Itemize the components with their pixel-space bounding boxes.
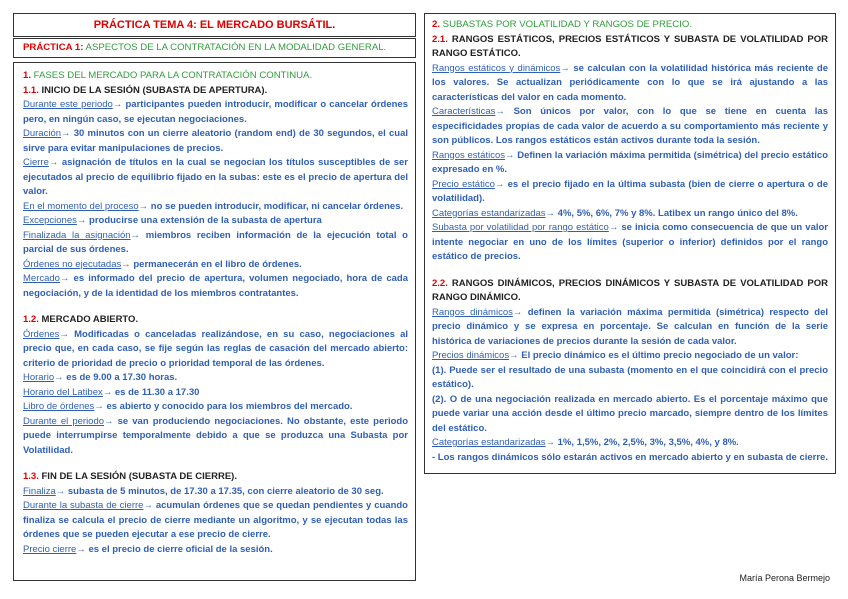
definition-item xyxy=(432,105,828,149)
arrow-icon: → xyxy=(61,128,71,139)
definition-text: se van produciendo negociaciones. No obstante, este periodo puede interrumpirse temporalmente debido a que se produzca una Subasta por Volatilidad. xyxy=(23,415,408,456)
right-column xyxy=(424,13,836,474)
definition-text: asignación de títulos en la cual se negocian los títulos susceptibles de ser ejecutados al precio de equilibrio fijado en la subas: este es el precio de apertura del valor. xyxy=(23,157,408,197)
definition-text: miembros reciben información de la ejecución total o parcial de sus órdenes. xyxy=(23,229,408,255)
definition-item xyxy=(23,156,408,200)
section-1-2-list xyxy=(23,328,408,459)
definition-text: es de 9.00 a 17.30 horas. xyxy=(63,372,178,383)
arrow-icon: → xyxy=(138,200,149,212)
definition-term: Órdenes xyxy=(23,328,60,340)
definition-item xyxy=(23,499,408,543)
definition-item xyxy=(23,229,408,258)
arrow-icon: → xyxy=(94,401,104,412)
definition-text: acumulan órdenes que se quedan pendientes y cuando finaliza se calcula el precio de cierre mediante un algoritmo, y se ejecutan todas las órdenes que se pueden ejecutar a ese precio de cierre. xyxy=(23,500,408,540)
definition-text: es el precio fijado en la última subasta (bien de cierre o apertura o de volatilidad). xyxy=(432,178,828,204)
definition-item xyxy=(23,400,408,415)
arrow-icon: → xyxy=(494,178,505,190)
arrow-icon: → xyxy=(545,437,556,448)
definition-text: subasta de 5 minutos, de 17.30 a 17.35, con cierre aleatorio de 30 seg. xyxy=(65,485,384,497)
definition-term: Órdenes no ejecutadas xyxy=(23,258,122,270)
definition-text: participantes pueden introducir, modificar o cancelar órdenes pero, en ningún caso, se ejecutan negociaciones. xyxy=(23,99,408,125)
definition-item xyxy=(23,98,408,127)
definition-text: es informado del precio de apertura, volumen negociado, hora de cada negociación, y de la identidad de los miembros contratantes. xyxy=(23,273,408,299)
definition-text: Definen la variación máxima permitida (simétrica) del precio estático expresado en %. xyxy=(432,149,828,175)
definition-text: producirse una extensión de la subasta de apertura xyxy=(86,215,322,226)
definition-text: se calculan con la volatilidad histórica más reciente de los valores. Se actualizan periódicamente con lo que se irá ajustando a las características del valor en cada momento. xyxy=(432,62,828,103)
section-1-3-list xyxy=(23,485,408,558)
definition-term: Rangos estáticos xyxy=(432,149,505,161)
definition-text: Modificadas o canceladas realizándose, en su caso, negociaciones al precio que, en cada caso, se fije según las reglas de casación del mercado abierto: criterio de prioridad de precio o prioridad temporal de las órdenes. xyxy=(23,328,408,369)
definition-term: Cierre xyxy=(23,157,49,168)
arrow-icon: → xyxy=(130,229,141,241)
arrow-icon: → xyxy=(76,215,87,226)
definition-term: Libro de órdenes xyxy=(23,401,95,412)
section-2-2-list xyxy=(432,306,828,364)
definition-term: Precio cierre xyxy=(23,543,77,555)
arrow-icon: → xyxy=(143,500,153,511)
left-column xyxy=(13,62,416,581)
definition-item xyxy=(432,62,828,106)
arrow-icon: → xyxy=(55,485,66,497)
section-2-1-heading: 2.1. RANGOS ESTÁTICOS, PRECIOS ESTÁTICOS Y SUBASTA DE VOLATILIDAD POR RANGO ESTÁTICO. xyxy=(432,33,828,59)
section-2-heading: 2. SUBASTAS POR VOLATILIDAD Y RANGOS DE PRECIO. xyxy=(432,19,693,30)
definition-text: se inicia como consecuencia de que un valor intente negociar en uno de los límites (superior o inferior) definidos por el rango estático de precios. xyxy=(432,222,828,262)
arrow-icon: → xyxy=(121,258,131,270)
arrow-icon: → xyxy=(509,350,519,361)
definition-text: no se pueden introducir, modificar, ni cancelar órdenes. xyxy=(148,200,404,212)
definition-item xyxy=(23,200,408,215)
section-1-1-list xyxy=(23,98,408,301)
definition-text: permanecerán en el libro de órdenes. xyxy=(130,258,302,270)
section-2-2-heading: 2.2. RANGOS DINÁMICOS, PRECIOS DINÁMICOS Y SUBASTA DE VOLATILIDAD POR RANGO DINÁMICO. xyxy=(432,277,828,303)
definition-item xyxy=(23,214,408,229)
definition-term: Durante la subasta de cierre xyxy=(23,500,144,511)
definition-term: Finaliza xyxy=(23,485,56,497)
definition-item xyxy=(23,328,408,372)
definition-item xyxy=(23,258,408,273)
arrow-icon: → xyxy=(495,106,505,117)
arrow-icon: → xyxy=(560,62,570,74)
definition-item xyxy=(432,207,828,222)
section-1-1-heading: 1.1. INICIO DE LA SESIÓN (SUBASTA DE APERTURA). xyxy=(23,84,268,96)
definition-term: Características xyxy=(432,106,496,117)
definition-term: En el momento del proceso xyxy=(23,200,139,212)
definition-term: Categorías estandarizadas xyxy=(432,207,546,219)
precio-dinamico-case-1: (1). Puede ser el resultado de una subasta (momento en el que coincidirá con el precio estático). xyxy=(432,364,828,390)
categorias-dinamicas: Categorías estandarizadas→ 1%, 1,5%, 2%, 2,5%, 3%, 3,5%, 4%, y 8%. xyxy=(432,437,739,448)
definition-term: Durante este periodo xyxy=(23,99,113,110)
arrow-icon: → xyxy=(59,273,70,284)
definition-item xyxy=(432,149,828,178)
arrow-icon: → xyxy=(112,99,123,110)
arrow-icon: → xyxy=(54,372,64,383)
definition-text: es de 11.30 a 17.30 xyxy=(112,386,200,398)
precio-dinamico-case-2: (2). O de una negociación realizada en mercado abierto. Es el porcentaje máximo que puede variar una acción desde el último precio marcado, siempre dentro de los límites del estático. xyxy=(432,393,828,434)
definition-term: Rangos dinámicos xyxy=(432,306,513,318)
definition-item xyxy=(23,386,408,401)
definition-item xyxy=(23,371,408,386)
definition-term: Excepciones xyxy=(23,215,77,226)
definition-item xyxy=(432,178,828,207)
practica-1-heading xyxy=(13,38,416,58)
section-2-1-list xyxy=(432,62,828,265)
arrow-icon: → xyxy=(608,222,619,233)
arrow-icon: → xyxy=(104,415,114,427)
definition-text: es abierto y conocido para los miembros del mercado. xyxy=(103,401,353,412)
arrow-icon: → xyxy=(48,157,59,168)
definition-term: Rangos estáticos y dinámicos xyxy=(432,62,561,74)
arrow-icon: → xyxy=(102,386,113,398)
rangos-dinamicos-note: - Los rangos dinámicos sólo estarán activos en mercado abierto y en subasta de cierre. xyxy=(432,451,828,463)
definition-item xyxy=(23,415,408,459)
definition-term: Horario del Latibex xyxy=(23,386,103,398)
practica-1-number: PRÁCTICA 1: xyxy=(23,42,84,53)
definition-text: El precio dinámico es el último precio negociado de un valor: xyxy=(518,350,799,361)
definition-item xyxy=(23,272,408,301)
definition-term: Finalizada la asignación xyxy=(23,229,131,241)
author-signature: María Perona Bermejo xyxy=(739,573,830,583)
section-1-3-heading: 1.3. FIN DE LA SESIÓN (SUBASTA DE CIERRE). xyxy=(23,471,237,482)
arrow-icon: → xyxy=(504,149,515,161)
definition-item xyxy=(23,127,408,156)
definition-item xyxy=(432,306,828,350)
definition-term: Precio estático xyxy=(432,178,495,190)
definition-text: definen la variación máxima permitida (simétrica) respecto del precio dinámico y se expresa en porcentaje. Se calculan en función de la serie histórica de variaciones de precios durante la sesión de cada valor. xyxy=(432,306,828,347)
definition-term: Duración xyxy=(23,128,62,139)
definition-item xyxy=(23,485,408,500)
definition-term: Subasta por volatilidad por rango estático xyxy=(432,222,609,233)
arrow-icon: → xyxy=(59,328,69,340)
definition-term: Durante el periodo xyxy=(23,415,105,427)
definition-term: Mercado xyxy=(23,273,60,284)
page-title: PRÁCTICA TEMA 4: EL MERCADO BURSÁTIL. xyxy=(13,13,416,37)
definition-term: Precios dinámicos xyxy=(432,350,510,361)
arrow-icon: → xyxy=(545,207,556,219)
definition-term: Horario xyxy=(23,372,55,383)
definition-item xyxy=(23,543,408,558)
definition-item xyxy=(432,349,828,364)
arrow-icon: → xyxy=(76,543,86,555)
practica-1-text: ASPECTOS DE LA CONTRATACIÓN EN LA MODALIDAD GENERAL. xyxy=(83,42,387,53)
section-1-heading: 1. FASES DEL MERCADO PARA LA CONTRATACIÓN CONTINUA. xyxy=(23,70,313,81)
arrow-icon: → xyxy=(512,306,523,318)
definition-text: es el precio de cierre oficial de la sesión. xyxy=(85,543,273,555)
definition-item xyxy=(432,221,828,265)
definition-text: 4%, 5%, 6%, 7% y 8%. Latibex un rango único del 8%. xyxy=(555,207,798,219)
definition-text: Son únicos por valor, con lo que se tiene en cuenta las especificidades propias de cada valor de acuerdo a su comportamiento más reciente y son públicos. Los rangos estáticos están activos durante toda la sesión. xyxy=(432,106,828,146)
definition-text: 30 minutos con un cierre aleatorio (random end) de 30 segundos, el cual sirve para evitar manipulaciones de precios. xyxy=(23,128,408,154)
section-1-2-heading: 1.2. MERCADO ABIERTO. xyxy=(23,314,139,325)
